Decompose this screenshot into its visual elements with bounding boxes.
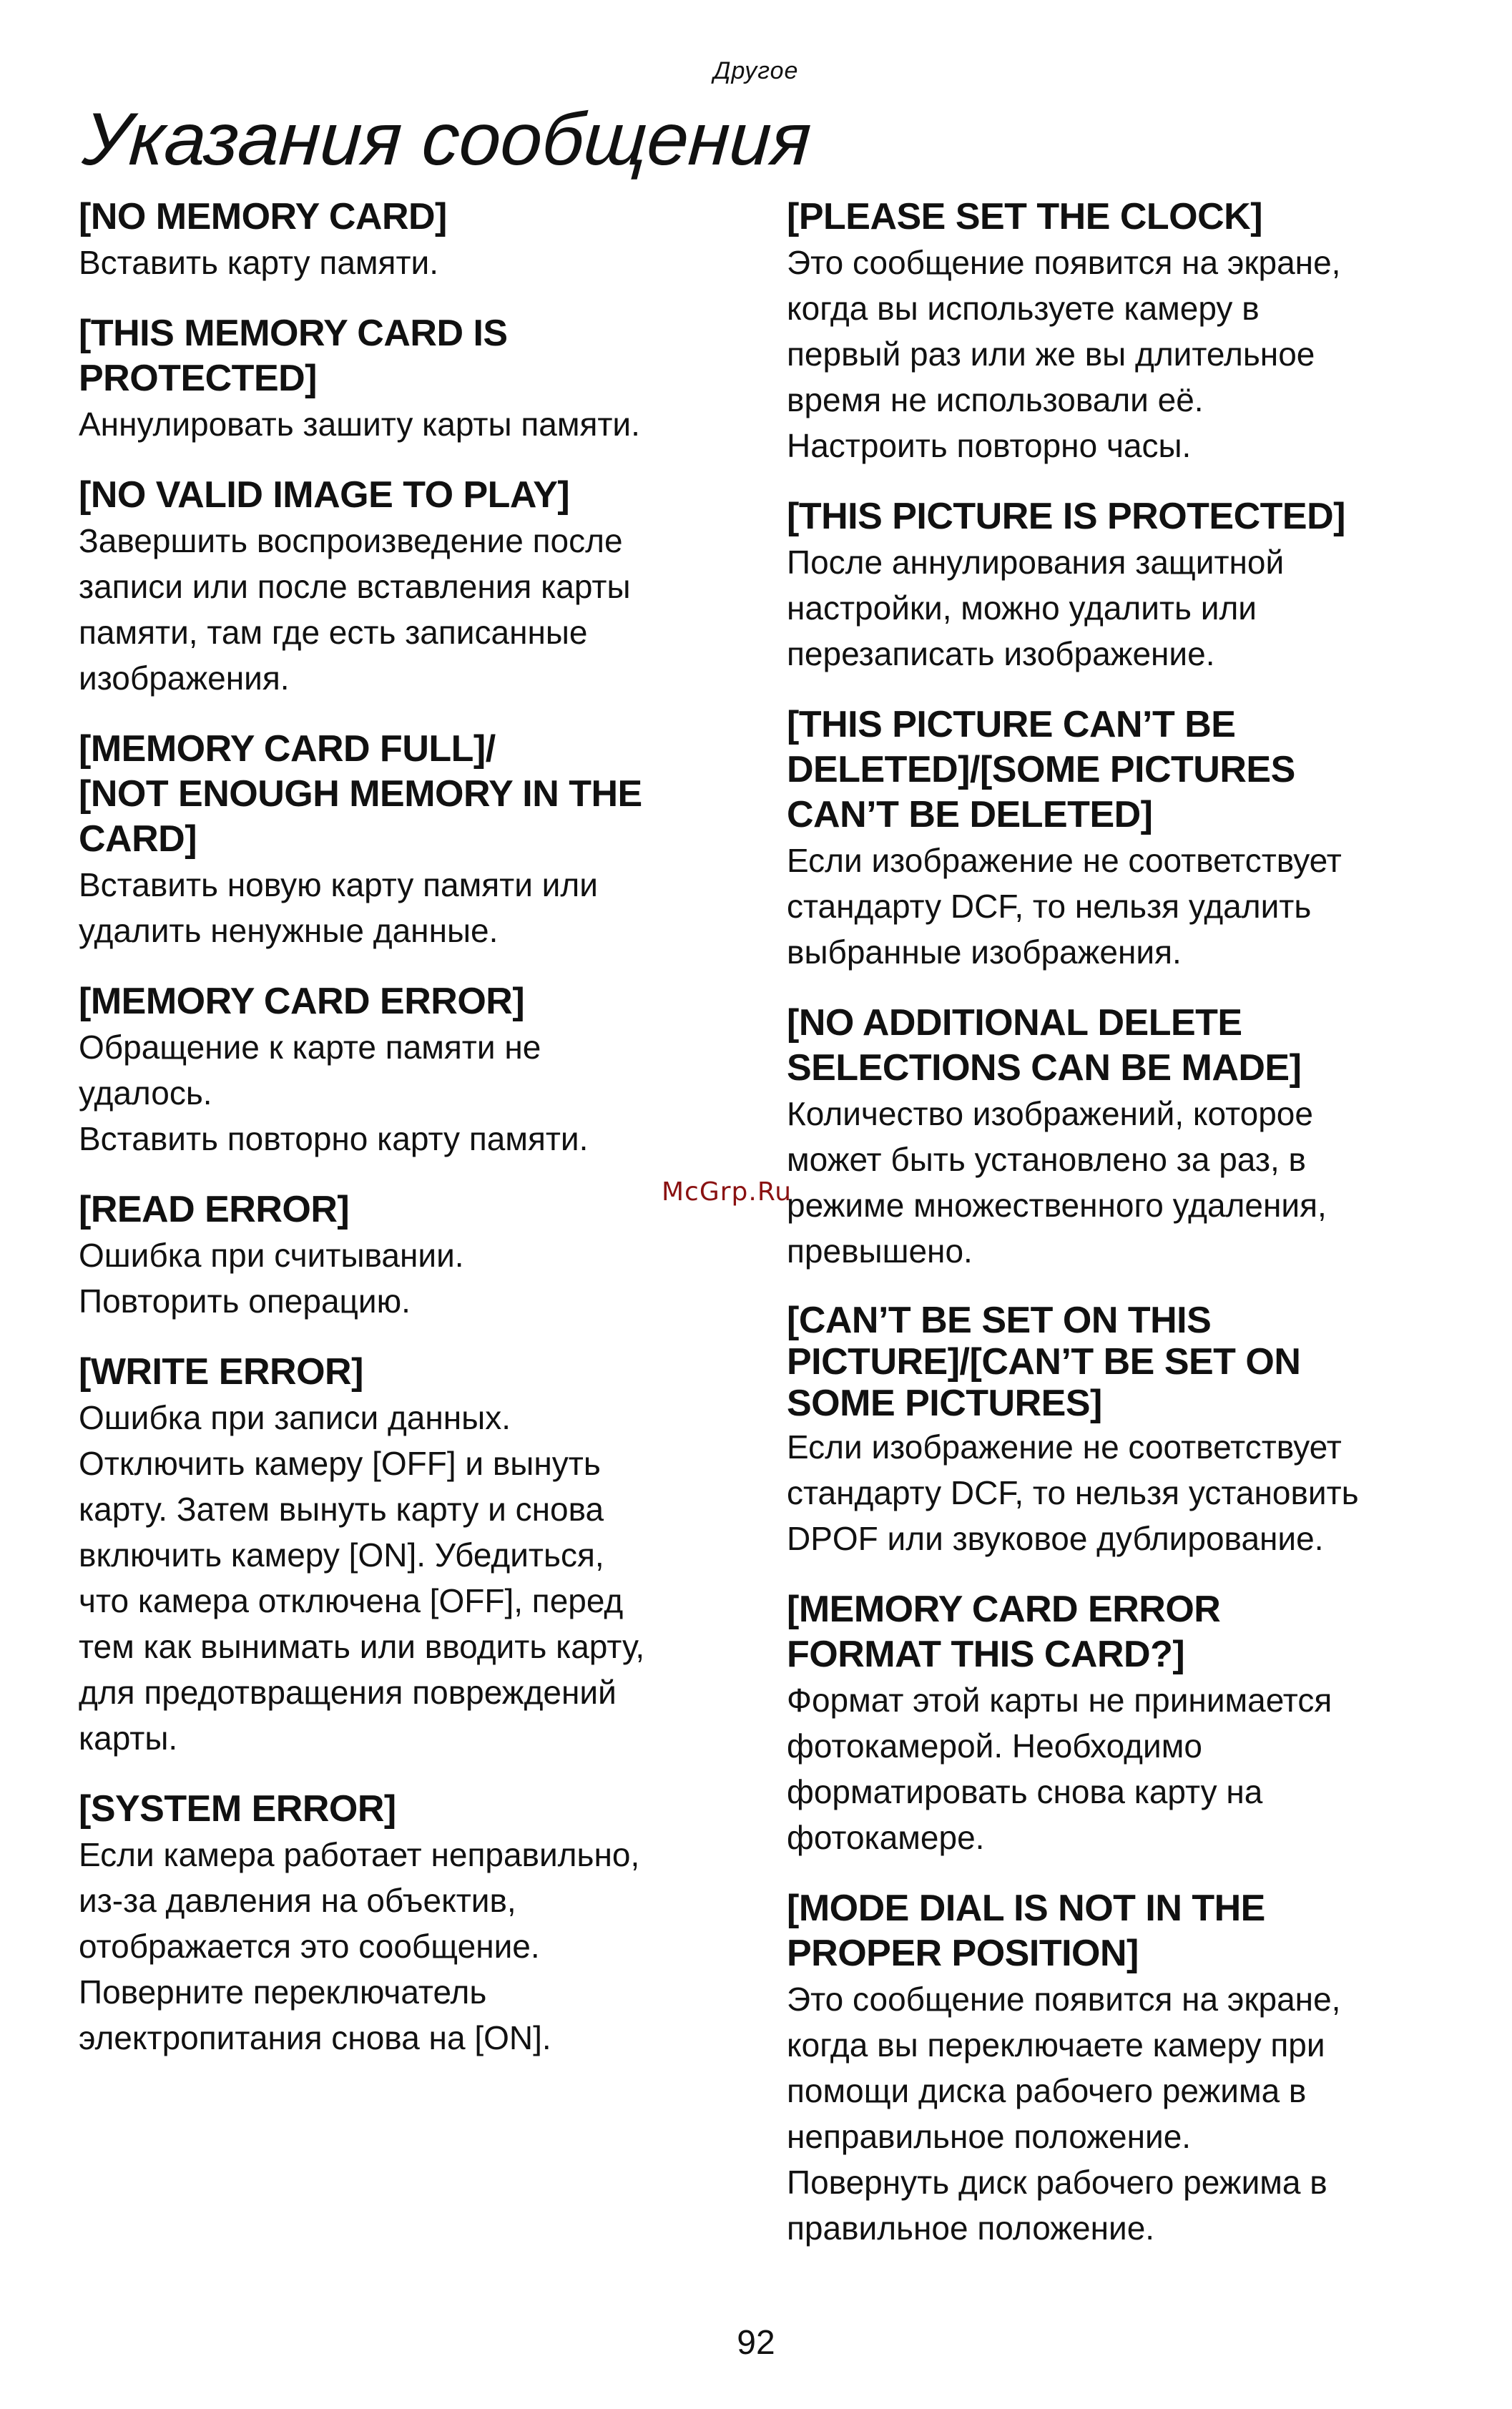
- message-description: Это сообщение появится на экране, когда вы переключаете камеру при помощи диска рабочего режима в неправильное положение. Повернуть диск рабочего режима в правильное положение.: [787, 1981, 1341, 2247]
- message-heading: [MODE DIAL IS NOT IN THE PROPER POSITION]: [787, 1888, 1265, 1974]
- message-entry-card-protected: [79, 311, 737, 447]
- message-entry-picture-protected: [787, 494, 1459, 677]
- right-column: [787, 195, 1459, 2277]
- message-heading: [THIS MEMORY CARD IS PROTECTED]: [79, 313, 508, 399]
- message-description: После аннулирования защитной настройки, можно удалить или перезаписать изображение.: [787, 544, 1285, 672]
- message-description: Если камера работает неправильно, из-за давления на объектив, отображается это сообщение. Поверните переключатель электропитания снова на [ON].: [79, 1836, 640, 2056]
- page-title: Указания сообщения: [79, 98, 814, 181]
- message-heading: [READ ERROR]: [79, 1189, 350, 1230]
- message-entry-set-clock: [787, 195, 1459, 468]
- message-description: Обращение к карте памяти не удалось. Вставить повторно карту памяти.: [79, 1029, 589, 1157]
- left-column: [79, 195, 737, 2086]
- message-heading: [PLEASE SET THE CLOCK]: [787, 196, 1263, 237]
- message-heading: [NO ADDITIONAL DELETE SELECTIONS CAN BE MADE]: [787, 1002, 1302, 1089]
- message-heading: [CAN’T BE SET ON THIS PICTURE]/[CAN’T BE SET ON SOME PICTURES]: [787, 1300, 1301, 1424]
- message-entry-no-valid-image: [79, 473, 737, 701]
- message-entry-memory-card-full: [79, 727, 737, 953]
- message-description: Ошибка при записи данных. Отключить камеру [OFF] и вынуть карту. Затем вынуть карту и снова включить камеру [ON]. Убедиться, что камера отключена [OFF], перед тем как вынимать или вводить карту, для предотвращения повреждений карты.: [79, 1399, 645, 1757]
- message-heading: [MEMORY CARD FULL]/ [NOT ENOUGH MEMORY IN THE CARD]: [79, 728, 642, 860]
- message-entry-mode-dial: [787, 1886, 1459, 2251]
- message-entry-cant-be-set: [787, 1300, 1459, 1561]
- message-entry-cant-be-deleted: [787, 702, 1459, 975]
- message-description: Аннулировать зашиту карты памяти.: [79, 406, 640, 443]
- message-entry-no-memory-card: [79, 195, 737, 285]
- message-heading: [NO MEMORY CARD]: [79, 196, 447, 237]
- message-entry-memory-card-error: [79, 979, 737, 1162]
- message-description: Количество изображений, которое может быть установлено за раз, в режиме множественного удаления, превышено.: [787, 1095, 1327, 1270]
- watermark: McGrp.Ru: [662, 1177, 792, 1207]
- message-description: Вставить новую карту памяти или удалить ненужные данные.: [79, 866, 598, 949]
- message-entry-no-additional-delete: [787, 1001, 1459, 1274]
- message-description: Завершить воспроизведение после записи или после вставления карты памяти, там где есть записанные изображения.: [79, 522, 631, 697]
- message-description: Это сообщение появится на экране, когда вы используете камеру в первый раз или же вы длительное время не использовали её. Настроить повторно часы.: [787, 244, 1341, 464]
- message-heading: [SYSTEM ERROR]: [79, 1788, 396, 1830]
- message-heading: [NO VALID IMAGE TO PLAY]: [79, 474, 570, 516]
- message-heading: [THIS PICTURE CAN’T BE DELETED]/[SOME PICTURES CAN’T BE DELETED]: [787, 704, 1295, 835]
- message-heading: [WRITE ERROR]: [79, 1351, 363, 1393]
- message-description: Если изображение не соответствует стандарту DCF, то нельзя удалить выбранные изображения.: [787, 842, 1342, 971]
- message-description: Формат этой карты не принимается фотокамерой. Необходимо форматировать снова карту на фотокамере.: [787, 1682, 1332, 1856]
- message-heading: [THIS PICTURE IS PROTECTED]: [787, 496, 1345, 537]
- message-description: Вставить карту памяти.: [79, 244, 438, 281]
- message-entry-format-card: [787, 1587, 1459, 1860]
- message-heading: [MEMORY CARD ERROR]: [79, 981, 525, 1022]
- message-description: Ошибка при считывании. Повторить операцию.: [79, 1237, 464, 1320]
- message-heading: [MEMORY CARD ERROR FORMAT THIS CARD?]: [787, 1589, 1221, 1675]
- message-entry-system-error: [79, 1787, 737, 2061]
- message-entry-write-error: [79, 1350, 737, 1761]
- section-label: Другое: [713, 57, 799, 84]
- message-description: Если изображение не соответствует стандарту DCF, то нельзя установить DPOF или звуковое дублирование.: [787, 1428, 1359, 1557]
- page-number: 92: [737, 2324, 775, 2362]
- message-entry-read-error: [79, 1187, 737, 1324]
